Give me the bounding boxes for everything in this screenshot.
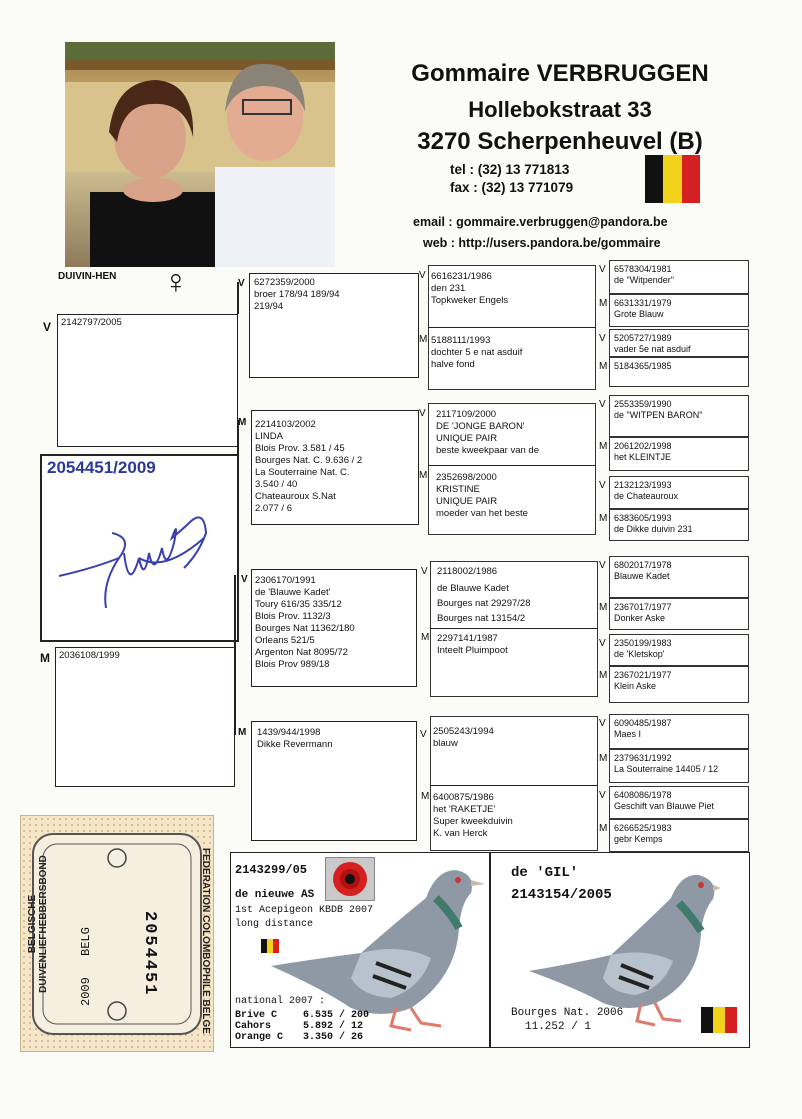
gen4-line: 6383605/1993 bbox=[614, 513, 672, 523]
owner-city: 3270 Scherpenheuvel (B) bbox=[417, 128, 703, 155]
gen4-box bbox=[599, 714, 749, 749]
gen4-line: de Dikke duivin 231 bbox=[614, 524, 693, 534]
gen4-line: de 'Kletskop' bbox=[614, 649, 665, 659]
race-score: 3.350 / 26 bbox=[303, 1032, 364, 1043]
gen2-line: Toury 616/35 335/12 bbox=[255, 599, 342, 610]
gen4-box bbox=[599, 509, 749, 541]
gen4-box bbox=[599, 819, 749, 852]
gen2-line: de 'Blauwe Kadet' bbox=[255, 587, 331, 598]
race-name: Orange C bbox=[235, 1032, 284, 1043]
gen4-line: La Souterraine 14405 / 12 bbox=[614, 764, 719, 774]
gen4-line: Maes I bbox=[614, 729, 642, 739]
gen2-line: Dikke Revermann bbox=[257, 739, 333, 750]
gen4-mark: M bbox=[599, 298, 608, 309]
race-name: Brive C bbox=[235, 1010, 278, 1021]
gen2-mark: V bbox=[238, 278, 245, 289]
gen4-line: 6090485/1987 bbox=[614, 718, 672, 728]
gen4-line: gebr Kemps bbox=[614, 834, 663, 844]
gen3-line: 6400875/1986 bbox=[433, 792, 494, 803]
gen3-line: 2118002/1986 bbox=[437, 566, 498, 577]
gen4-mark: V bbox=[599, 790, 606, 801]
dam-mark: M bbox=[40, 651, 50, 665]
gen4-mark: V bbox=[599, 480, 606, 491]
gen3-line: DE 'JONGE BARON' bbox=[436, 421, 525, 432]
gen4-line: Donker Aske bbox=[614, 613, 666, 623]
pigeon-left-line1: de nieuwe AS bbox=[235, 889, 315, 901]
gen4-box bbox=[599, 666, 749, 703]
gen4-line: 2379631/1992 bbox=[614, 753, 672, 763]
gen3-line: moeder van het beste bbox=[436, 508, 528, 519]
gen2-line: 219/94 bbox=[254, 301, 284, 312]
gen2-box bbox=[251, 410, 419, 525]
gen4-box bbox=[599, 260, 749, 294]
gen4-mark: V bbox=[599, 333, 606, 344]
gen4-box bbox=[599, 634, 749, 666]
race-score: 6.535 / 200 bbox=[303, 1010, 370, 1021]
gen3-line: 2352698/2000 bbox=[436, 472, 497, 483]
gen2-line: 2306170/1991 bbox=[255, 575, 316, 586]
gen4-line: de "WITPEN BARON" bbox=[614, 410, 703, 420]
gen2-line: 2.077 / 6 bbox=[255, 503, 292, 514]
gen2-mark: V bbox=[241, 574, 248, 585]
divider bbox=[428, 465, 596, 466]
connector bbox=[237, 420, 239, 570]
dam-ring: 2036108/1999 bbox=[59, 650, 120, 661]
gen4-box bbox=[599, 476, 749, 509]
gen2-mark: M bbox=[238, 727, 247, 738]
gen2-line: Bourges Nat 11362/180 bbox=[255, 623, 355, 634]
gen4-line: 6578304/1981 bbox=[614, 264, 672, 274]
gen4-line: de Chateauroux bbox=[614, 491, 679, 501]
gen4-line: 5184365/1985 bbox=[614, 361, 672, 371]
signature-icon bbox=[54, 498, 224, 623]
gen4-line: vader 5e nat asduif bbox=[614, 344, 691, 354]
race-score: 5.892 / 12 bbox=[303, 1021, 364, 1032]
gen3-line: dochter 5 e nat asduif bbox=[431, 347, 523, 358]
gen4-box bbox=[599, 556, 749, 598]
gen3-line: UNIQUE PAIR bbox=[436, 496, 498, 507]
subject-box bbox=[40, 454, 239, 642]
gen2-box bbox=[249, 273, 419, 378]
gen4-line: Blauwe Kadet bbox=[614, 571, 670, 581]
gen3-mark: V bbox=[419, 270, 426, 281]
gen4-line: 2367021/1977 bbox=[614, 670, 672, 680]
pigeon-card-right bbox=[490, 852, 750, 1048]
sire-box bbox=[57, 314, 238, 447]
gen3-line: 5188111/1993 bbox=[431, 335, 491, 346]
gen4-line: het KLEINTJE bbox=[614, 452, 672, 462]
gen4-mark: V bbox=[599, 264, 606, 275]
gen4-line: de "Witpender" bbox=[614, 275, 674, 285]
pigeon-left-line2: 1st Acepigeon KBDB 2007 bbox=[235, 905, 374, 916]
gen2-box bbox=[251, 569, 417, 687]
gen3-line: Topkweker Engels bbox=[431, 295, 509, 306]
belgian-flag-icon bbox=[701, 1007, 737, 1033]
gen4-mark: V bbox=[599, 718, 606, 729]
gen4-line: Grote Blauw bbox=[614, 309, 664, 319]
gen4-box bbox=[599, 786, 749, 819]
gen2-line: La Souterraine Nat. C. bbox=[255, 467, 350, 478]
gen4-line: Geschift van Blauwe Piet bbox=[614, 801, 715, 811]
gen3-mark: M bbox=[419, 470, 428, 481]
gen4-line: 2132123/1993 bbox=[614, 480, 672, 490]
divider bbox=[428, 327, 596, 328]
gen3-line: blauw bbox=[433, 738, 458, 749]
gen4-box bbox=[599, 294, 749, 327]
gen2-line: Argenton Nat 8095/72 bbox=[255, 647, 348, 658]
gen4-mark: V bbox=[599, 638, 606, 649]
gen3-line: KRISTINE bbox=[436, 484, 480, 495]
gen3-line: de Blauwe Kadet bbox=[437, 583, 509, 594]
gen2-line: LINDA bbox=[255, 431, 283, 442]
gen2-line: Orleans 521/5 bbox=[255, 635, 315, 646]
gen4-mark: M bbox=[599, 823, 608, 834]
pigeon-left-results-title: national 2007 : bbox=[235, 996, 326, 1007]
gen4-mark: M bbox=[599, 361, 608, 372]
gen4-mark: M bbox=[599, 513, 608, 524]
gen4-line: 2367017/1977 bbox=[614, 602, 672, 612]
ring-certificate bbox=[20, 815, 214, 1052]
cert-right-text: FEDERATION COLOMBOPHILE BELGE bbox=[200, 848, 211, 1034]
gen3-mark: V bbox=[420, 729, 427, 740]
gen4-mark: V bbox=[599, 399, 606, 410]
gen3-line: den 231 bbox=[431, 283, 466, 294]
owner-photo bbox=[65, 42, 335, 267]
gen2-line: 6272359/2000 bbox=[254, 277, 315, 288]
gen4-mark: M bbox=[599, 602, 608, 613]
belgian-flag-icon bbox=[645, 155, 700, 203]
gen3-mark: M bbox=[421, 791, 430, 802]
gen3-line: 6616231/1986 bbox=[431, 271, 492, 282]
gen4-line: 2061202/1998 bbox=[614, 441, 672, 451]
owner-fax: fax : (32) 13 771079 bbox=[450, 180, 574, 195]
gen2-line: Blois Prov 989/18 bbox=[255, 659, 330, 670]
gen4-mark: M bbox=[599, 753, 608, 764]
gen3-line: Super kweekduivin bbox=[433, 816, 513, 827]
connector bbox=[234, 575, 236, 735]
gen4-box bbox=[599, 749, 749, 783]
gen3-line: UNIQUE PAIR bbox=[436, 433, 498, 444]
cert-number: 2054451 bbox=[140, 911, 159, 997]
owner-street: Hollebokstraat 33 bbox=[468, 97, 652, 122]
owner-name: Gommaire VERBRUGGEN bbox=[411, 60, 709, 87]
gen2-line: 3.540 / 40 bbox=[255, 479, 298, 490]
gen3-mark: V bbox=[421, 566, 428, 577]
gen2-line: Blois Prov. 3.581 / 45 bbox=[255, 443, 345, 454]
pigeon-right-race: Bourges Nat. 2006 bbox=[511, 1007, 624, 1019]
gen2-line: broer 178/94 189/94 bbox=[254, 289, 340, 300]
gen3-line: het 'RAKETJE' bbox=[433, 804, 496, 815]
gen4-mark: M bbox=[599, 441, 608, 452]
pigeon-right-name: de 'GIL' bbox=[511, 865, 579, 881]
owner-tel: tel : (32) 13 771813 bbox=[450, 162, 570, 177]
gen3-mark: M bbox=[421, 632, 430, 643]
race-name: Cahors bbox=[235, 1021, 272, 1032]
pigeon-left-ring: 2143299/05 bbox=[235, 863, 308, 877]
gen3-line: K. van Herck bbox=[433, 828, 488, 839]
gen4-mark: M bbox=[599, 670, 608, 681]
sire-mark: V bbox=[43, 320, 52, 334]
gen2-line: Chateauroux S.Nat bbox=[255, 491, 336, 502]
gen3-line: halve fond bbox=[431, 359, 475, 370]
gen3-line: Bourges nat 13154/2 bbox=[437, 613, 526, 624]
owner-email: email : gommaire.verbruggen@pandora.be bbox=[413, 215, 668, 229]
pigeon-left-line3: long distance bbox=[235, 919, 314, 930]
gen4-line: 5205727/1989 bbox=[614, 333, 672, 343]
gen3-line: 2505243/1994 bbox=[433, 726, 494, 737]
gen4-box bbox=[599, 357, 749, 387]
gen3-mark: M bbox=[419, 334, 428, 345]
cert-year: 2009 bbox=[79, 977, 93, 1006]
gen2-line: Bourges Nat. C. 9.636 / 2 bbox=[255, 455, 363, 466]
sire-ring: 2142797/2005 bbox=[61, 317, 122, 328]
gen3-line: 2117109/2000 bbox=[436, 409, 497, 420]
gen3-line: 2297141/1987 bbox=[437, 633, 498, 644]
gen4-line: Klein Aske bbox=[614, 681, 657, 691]
gen4-line: 6631331/1979 bbox=[614, 298, 672, 308]
gen3-line: Bourges nat 29297/28 bbox=[437, 598, 531, 609]
divider bbox=[430, 785, 598, 786]
pigeon-right-ring: 2143154/2005 bbox=[511, 887, 612, 903]
gen4-box bbox=[599, 329, 749, 357]
gen2-line: Blois Prov. 1132/3 bbox=[255, 611, 331, 622]
gen3-mark: V bbox=[419, 408, 426, 419]
pigeon-card-left bbox=[230, 852, 490, 1048]
gen4-line: 6266525/1983 bbox=[614, 823, 672, 833]
gen2-box bbox=[251, 721, 417, 841]
gen4-line: 6408086/1978 bbox=[614, 790, 672, 800]
gen4-box bbox=[599, 395, 749, 437]
gen3-line: Inteelt Pluimpoot bbox=[437, 645, 508, 656]
gen2-line: 1439/944/1998 bbox=[257, 727, 321, 738]
gen4-box bbox=[599, 598, 749, 630]
cert-left-text: BELGISCHE DUIVENLIEFHEBBERSBOND bbox=[27, 855, 49, 993]
divider bbox=[430, 628, 598, 629]
gen4-line: 2553359/1990 bbox=[614, 399, 672, 409]
gen4-box bbox=[599, 437, 749, 471]
gen4-line: 6802017/1978 bbox=[614, 560, 672, 570]
pigeon-right-score: 11.252 / 1 bbox=[525, 1021, 592, 1033]
gen3-line: beste kweekpaar van de bbox=[436, 445, 539, 456]
subject-label: DUIVIN-HEN bbox=[58, 271, 117, 282]
female-icon: ♀ bbox=[163, 263, 189, 301]
dam-box bbox=[55, 647, 235, 787]
gen4-mark: V bbox=[599, 560, 606, 571]
gen4-line: 2350199/1983 bbox=[614, 638, 672, 648]
subject-ring: 2054451/2009 bbox=[47, 458, 156, 477]
gen2-mark: M bbox=[238, 417, 247, 428]
gen2-line: 2214103/2002 bbox=[255, 419, 316, 430]
owner-web: web : http://users.pandora.be/gommaire bbox=[423, 236, 661, 250]
cert-country: BELG bbox=[79, 927, 93, 956]
